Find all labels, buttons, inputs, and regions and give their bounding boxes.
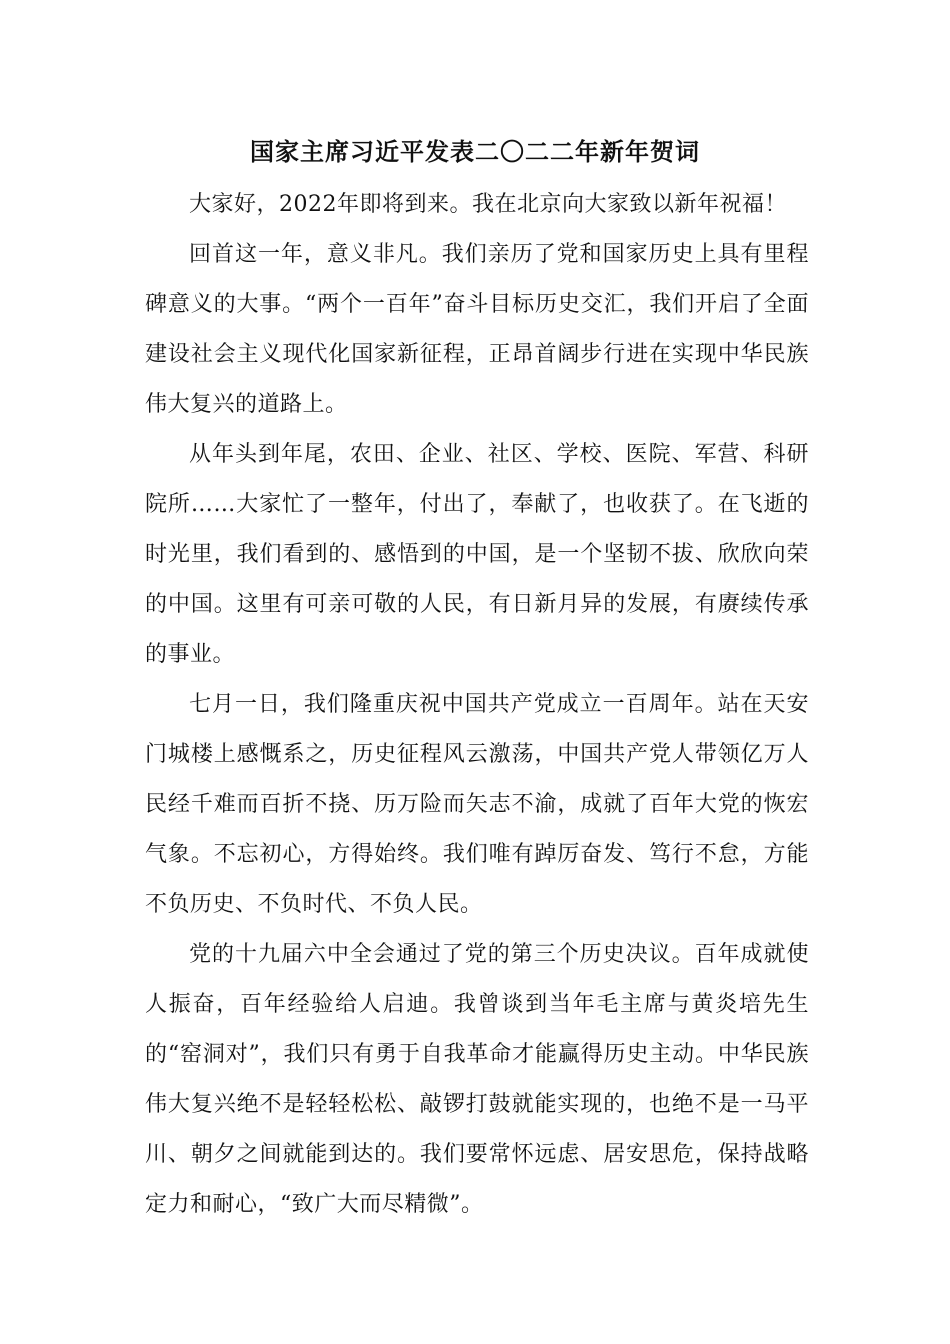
document-body (145, 180, 809, 1230)
paragraph-hard-work: 从年头到年尾，农田、企业、社区、学校、医院、军营、科研院所……大家忙了一整年，付出了，奉献了，也收获了。在飞逝的时光里，我们看到的、感悟到的中国，是一个坚韧不拔、欣欣向荣的中国。这里有可亲可敬的人民，有日新月异的发展，有赓续传承的事业。 (145, 442, 809, 667)
paragraph-greeting: 大家好，2022年即将到来。我在北京向大家致以新年祝福！ (189, 192, 787, 217)
document-title: 国家主席习近平发表二〇二二年新年贺词 (250, 137, 700, 166)
paragraph-review-year: 回首这一年，意义非凡。我们亲历了党和国家历史上具有里程碑意义的大事。“两个一百年”奋斗目标历史交汇，我们开启了全面建设社会主义现代化国家新征程，正昂首阔步行进在实现中华民族伟大复兴的道路上。 (145, 242, 809, 417)
paragraph-centenary: 七月一日，我们隆重庆祝中国共产党成立一百周年。站在天安门城楼上感慨系之，历史征程风云激荡，中国共产党人带领亿万人民经千难而百折不挠、历万险而矢志不渝，成就了百年大党的恢宏气象。不忘初心，方得始终。我们唯有踔厉奋发、笃行不怠，方能不负历史、不负时代、不负人民。 (145, 692, 809, 917)
paragraph-historical-resolution: 党的十九届六中全会通过了党的第三个历史决议。百年成就使人振奋，百年经验给人启迪。我曾谈到当年毛主席与黄炎培先生的“窑洞对”，我们只有勇于自我革命才能赢得历史主动。中华民族伟大复兴绝不是轻轻松松、敲锣打鼓就能实现的，也绝不是一马平川、朝夕之间就能到达的。我们要常怀远虑、居安思危，保持战略定力和耐心，“致广大而尽精微”。 (145, 942, 809, 1217)
